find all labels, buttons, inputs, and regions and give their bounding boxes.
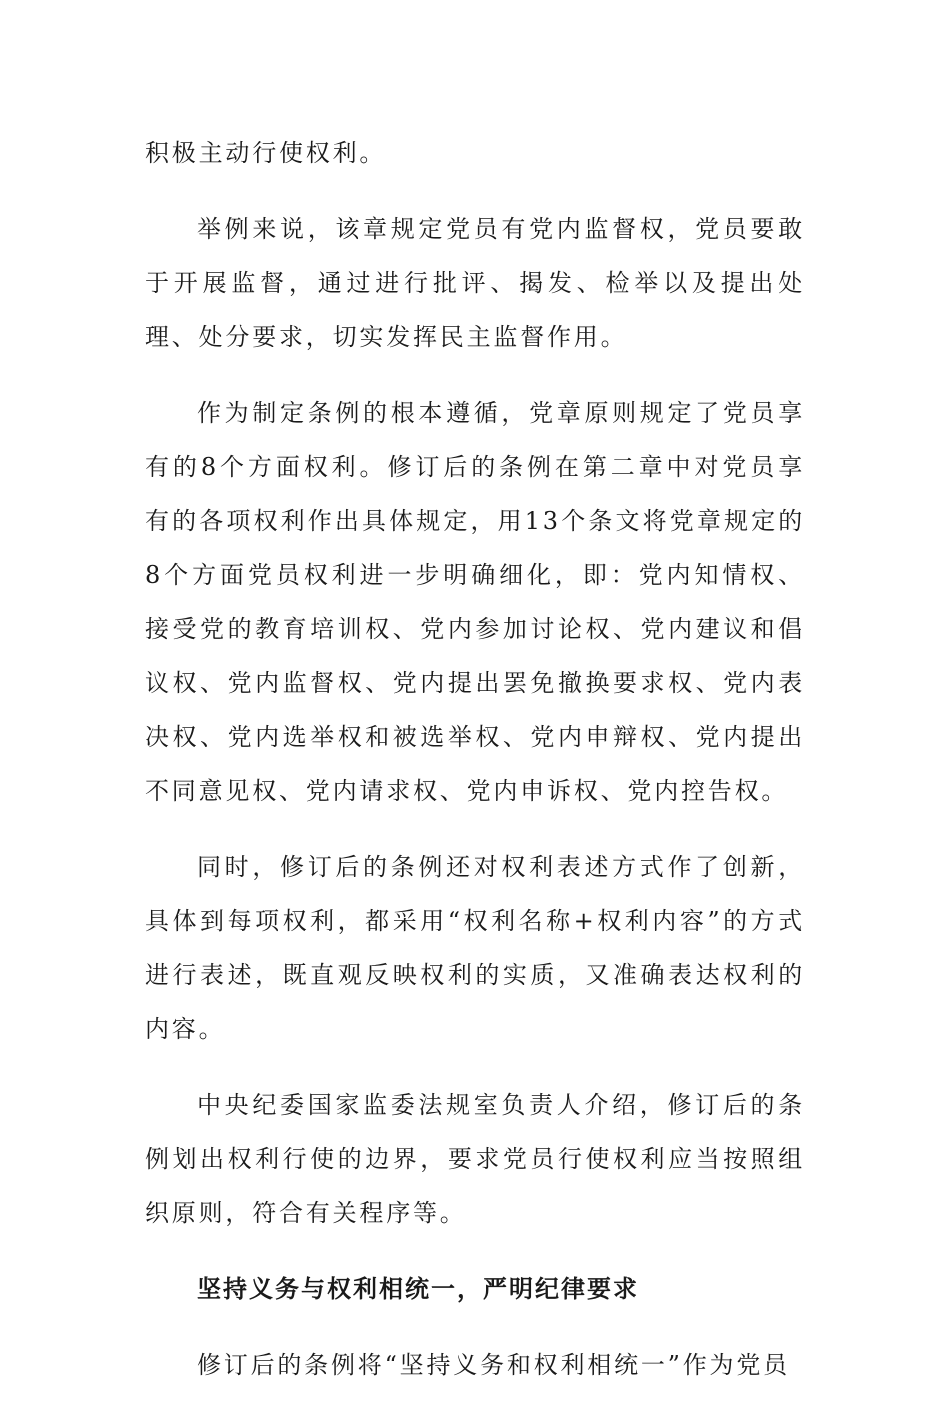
paragraph-3: 作为制定条例的根本遵循，党章原则规定了党员享有的8个方面权利。修订后的条例在第二章中对党员享有的各项权利作出具体规定，用13个条文将党章规定的8个方面党员权利进一步明确细化，即：党内知情权、接受党的教育培训权、党内参加讨论权、党内建议和倡议权、党内监督权、党内提出罢免撤换要求权、党内表决权、党内选举权和被选举权、党内申辩权、党内提出不同意见权、党内请求权、党内申诉权、党内控告权。 [145, 399, 805, 805]
paragraph-4: 同时，修订后的条例还对权利表述方式作了创新，具体到每项权利，都采用“权利名称+权利内容”的方式进行表述，既直观反映权利的实质，又准确表达权利的内容。 [145, 853, 805, 1043]
paragraph-2: 举例来说，该章规定党员有党内监督权，党员要敢于开展监督，通过进行批评、揭发、检举以及提出处理、处分要求，切实发挥民主监督作用。 [145, 215, 805, 351]
section-heading: 坚持义务与权利相统一，严明纪律要求 [197, 1275, 639, 1303]
paragraph-1: 积极主动行使权利。 [145, 139, 387, 167]
paragraph-5: 中央纪委国家监委法规室负责人介绍，修订后的条例划出权利行使的边界，要求党员行使权利应当按照组织原则，符合有关程序等。 [145, 1091, 805, 1227]
paragraph-6: 修订后的条例将“坚持义务和权利相统一”作为党员 [197, 1351, 790, 1379]
document-body [145, 126, 805, 1414]
